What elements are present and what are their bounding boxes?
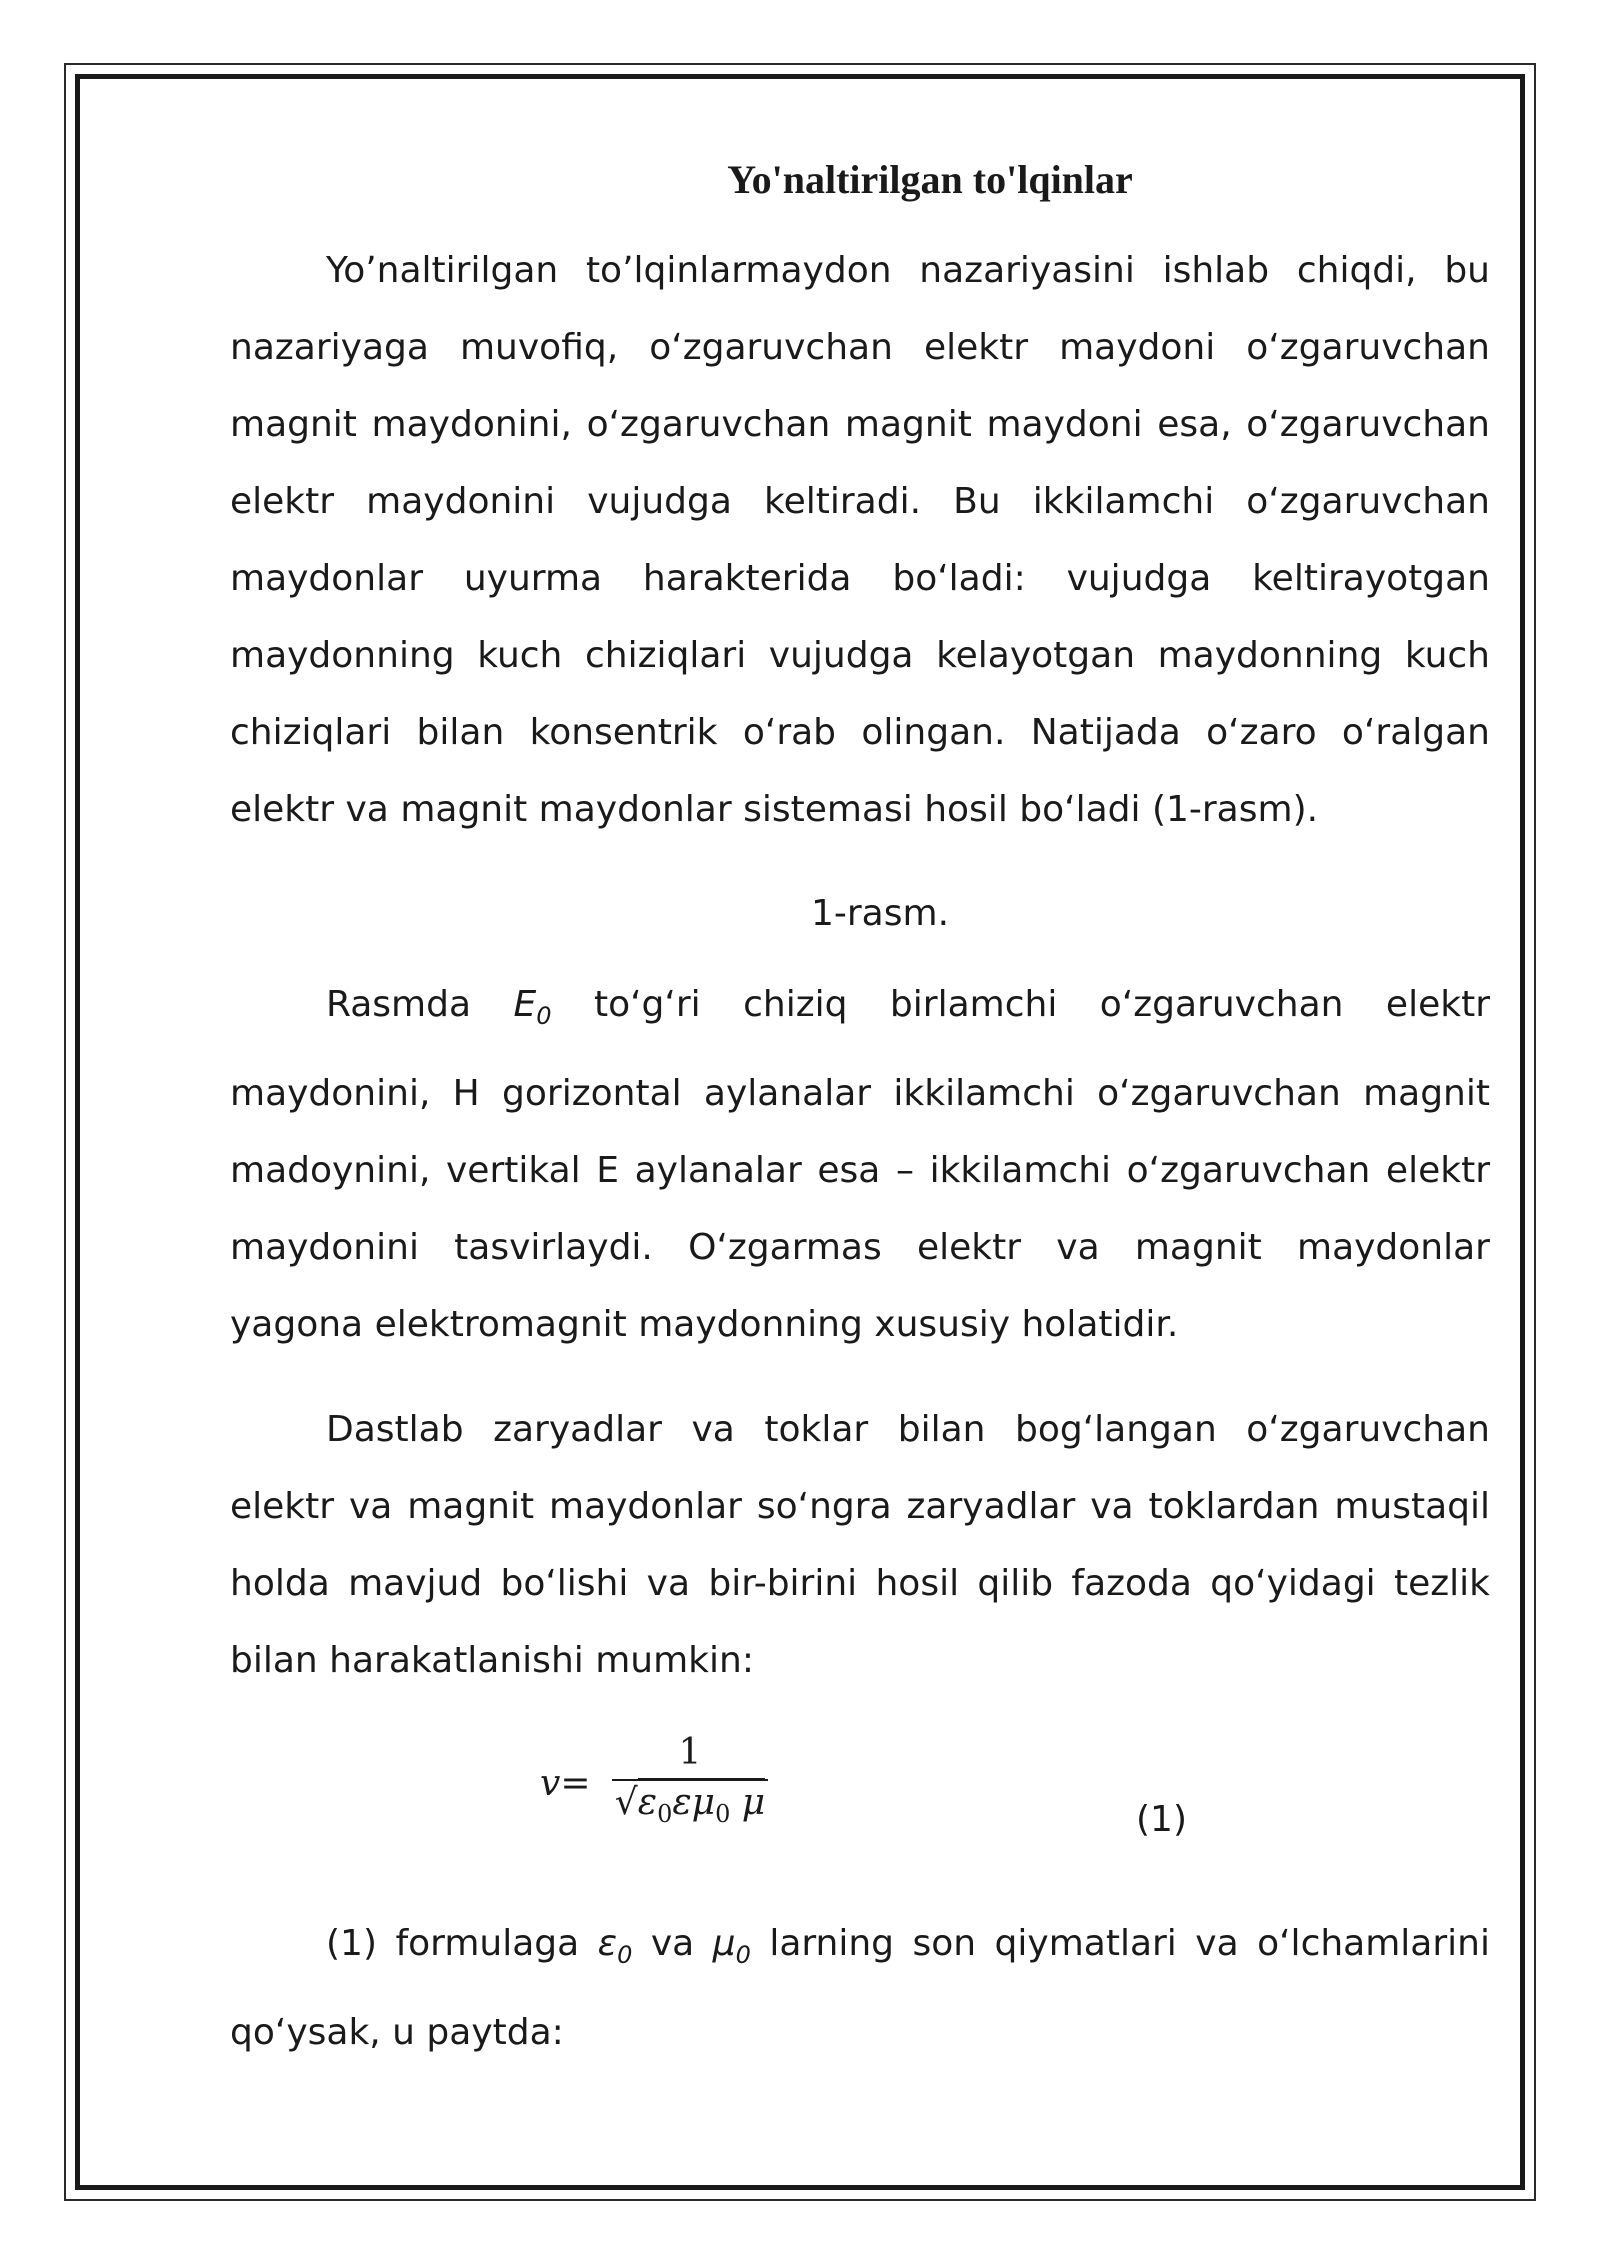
symbol-mu0: $\mu_0$: [712, 1923, 751, 1970]
symbol-epsilon0: $\varepsilon_0$: [597, 1923, 633, 1970]
paragraph-propagation: Dastlab zaryadlar va toklar bilan bog‘langan o‘zgaruvchan elektr va magnit maydonlar so‘ngra zaryadlar va toklardan mustaqil holda mavjud bo‘lishi va bir-birini hosil qilib fazoda qo‘yidagi tezlik bilan harakatlanishi mumkin:: [230, 1409, 1490, 1682]
paragraph-rest: to‘g‘ri chiziq birlamchi o‘zgaruvchan elektr maydonini, H gorizontal aylanalar ikkilamchi o‘zgaruvchan magnit madoynini, vertikal E aylanalar esa – ikkilamchi o‘zgaruvchan elektr maydonini tasvirlaydi. O‘zgarmas elektr va magnit maydonlar yagona elektromagnit maydonning xususiy holatidir.: [230, 984, 1490, 1346]
paragraph-substitution: (1) formulaga $\varepsilon_0$ va $\mu_0$ larning son qiymatlari va o‘lchamlarini qo‘ysak, u paytda:: [230, 1923, 1490, 2054]
document-body: [230, 130, 1490, 2071]
equation-number: (1): [1136, 1799, 1187, 1841]
paragraph-lead: Rasmda: [326, 984, 514, 1025]
symbol-e0: $E_0$: [513, 984, 552, 1031]
paragraph-intro: Yo’naltirilgan to’lqinlarmaydon nazariyasini ishlab chiqdi, bu nazariyaga muvofiq, o‘zgaruvchan elektr maydoni o‘zgaruvchan magnit maydonini, o‘zgaruvchan magnit maydoni esa, o‘zgaruvchan elektr maydonini vujudga keltiradi. Bu ikkilamchi o‘zgaruvchan maydonlar uyurma harakterida bo‘ladi: vujudga keltirayotgan maydonning kuch chiziqlari vujudga kelayotgan maydonning kuch chiziqlari bilan konsentrik o‘rab olingan. Natijada o‘zaro o‘ralgan elektr va magnit maydonlar sistemasi hosil bo‘ladi (1-rasm).: [230, 250, 1490, 830]
formula-lhs: v=: [540, 1763, 591, 1805]
formula-numerator: 1: [678, 1732, 702, 1774]
paragraph-figure-description: [230, 966, 1490, 1363]
formula-block: [230, 1733, 1490, 1853]
formula-denominator: [612, 1781, 768, 1836]
square-root-sign: √: [614, 1782, 638, 1824]
document-title: Yo'naltirilgan to'lqinlar: [727, 157, 1133, 202]
figure-caption: 1-rasm.: [810, 893, 950, 934]
formula-fraction: [612, 1733, 768, 1836]
formula-radicand: $\varepsilon_0\varepsilon\mu_0$ μ: [638, 1778, 765, 1823]
